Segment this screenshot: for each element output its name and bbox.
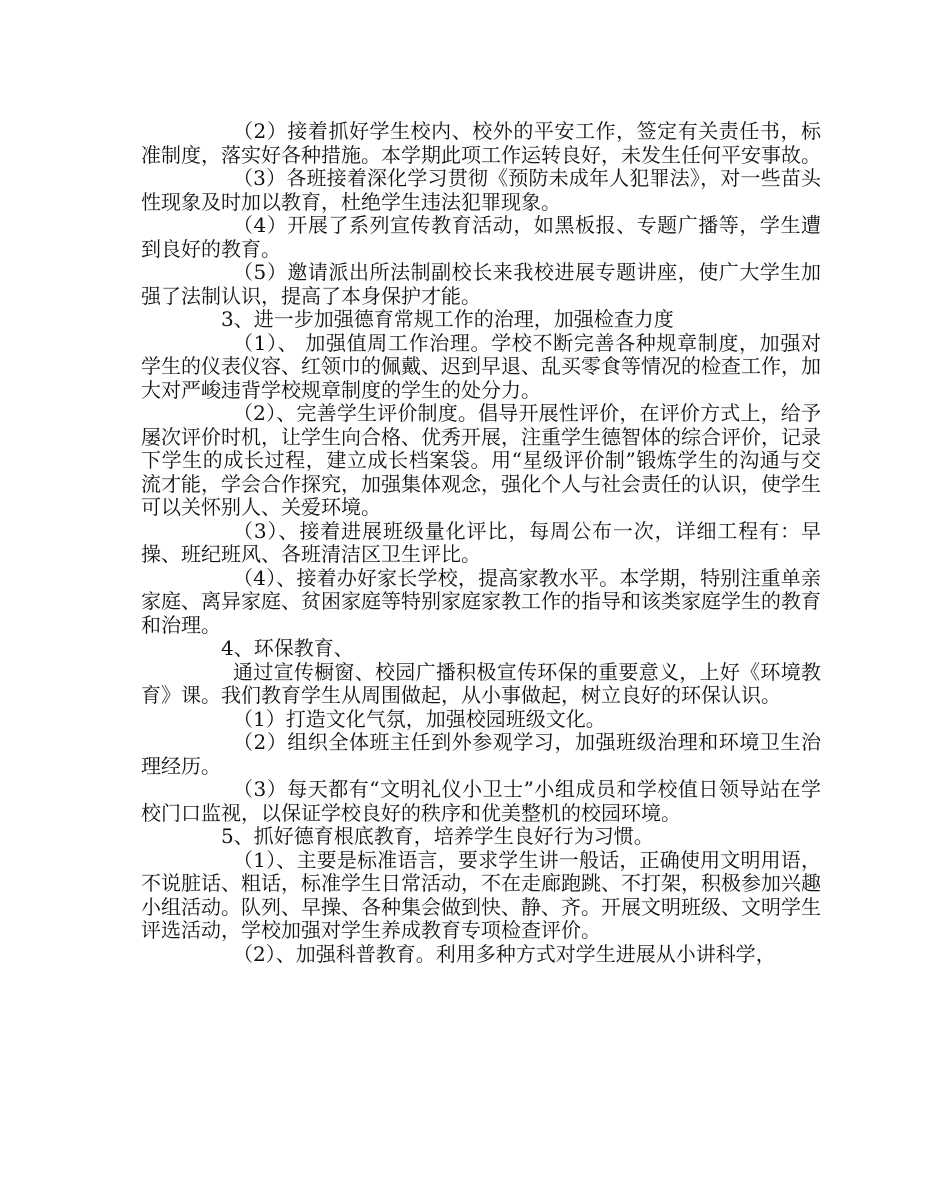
paragraph-safety-work: （2）接着抓好学生校内、校外的平安工作，签定有关责任书，标准制度，落实好各种措施。本学期此项工作运转良好，未发生任何平安事故。 bbox=[141, 119, 821, 167]
paragraph-standard-language: （1）、主要是标准语言，要求学生讲一般话，正确使用文明用语，不说脏话、粗话，标准学生日常活动，不在走廊跑跳、不打架，积极参加兴趣小组活动。队列、早操、各种集会做到快、静、齐。开展文明班级、文明学生评选活动，学校加强对学生养成教育专项检查评价。 bbox=[141, 847, 821, 942]
paragraph-environment-publicity: 通过宣传橱窗、校园广播积极宣传环保的重要意义，上好《环境教育》课。我们教育学生从周围做起，从小事做起，树立良好的环保认识。 bbox=[141, 659, 821, 707]
paragraph-teacher-visit: （2）组织全体班主任到外参观学习，加强班级治理和环境卫生治理经历。 bbox=[141, 730, 821, 778]
paragraph-class-quantification: （3）、接着进展班级量化评比，每周公布一次，详细工程有：早操、班纪班风、各班清洁区卫生评比。 bbox=[141, 518, 821, 566]
paragraph-legal-lecture: （5）邀请派出所法制副校长来我校进展专题讲座，使广大学生加强了法制认识，提高了本身保护才能。 bbox=[141, 260, 821, 308]
paragraph-evaluation-system: （2）、完善学生评价制度。倡导开展性评价，在评价方式上，给予屡次评价时机，让学生向合格、优秀开展，注重学生德智体的综合评价，记录下学生的成长过程，建立成长档案袋。用“星级评价制”锻炼学生的沟通与交流才能，学会合作探究，加强集体观念，强化个人与社会责任的认识，使学生可以关怀别人、关爱环境。 bbox=[141, 401, 821, 519]
paragraph-crime-prevention-law: （3）各班接着深化学习贯彻《预防未成年人犯罪法》，对一些苗头性现象及时加以教育，杜绝学生违法犯罪现象。 bbox=[141, 166, 821, 214]
paragraph-science-education: （2）、加强科普教育。利用多种方式对学生进展从小讲科学， bbox=[233, 941, 776, 966]
paragraph-publicity-activities: （4）开展了系列宣传教育活动，如黑板报、专题广播等，学生遭到良好的教育。 bbox=[141, 213, 821, 261]
paragraph-duty-week: （1）、 加强值周工作治理。学校不断完善各种规章制度，加强对学生的仪表仪容、红领巾的佩戴、迟到早退、乱买零食等情况的检查工作，加大对严峻违背学校规章制度的学生的处分力。 bbox=[141, 330, 821, 402]
section-heading-behavior-habits: 5、抓好德育根底教育，培养学生良好行为习惯。 bbox=[221, 824, 654, 848]
document-body bbox=[141, 120, 821, 966]
paragraph-etiquette-guards: （3）每天都有“文明礼仪小卫士”小组成员和学校值日领导站在学校门口监视，以保证学校良好的秩序和优美整机的校园环境。 bbox=[141, 777, 821, 825]
paragraph-parent-school: （4）、接着办好家长学校，提高家教水平。本学期，特别注重单亲家庭、离异家庭、贫困家庭等特别家庭家教工作的指导和该类家庭学生的教育和治理。 bbox=[141, 565, 821, 637]
section-heading-environment: 4、环保教育、 bbox=[221, 636, 354, 660]
paragraph-culture-atmosphere: （1）打造文化气氛，加强校园班级文化。 bbox=[233, 706, 606, 731]
section-heading-moral-routine: 3、进一步加强德育常规工作的治理，加强检查力度 bbox=[221, 307, 674, 331]
